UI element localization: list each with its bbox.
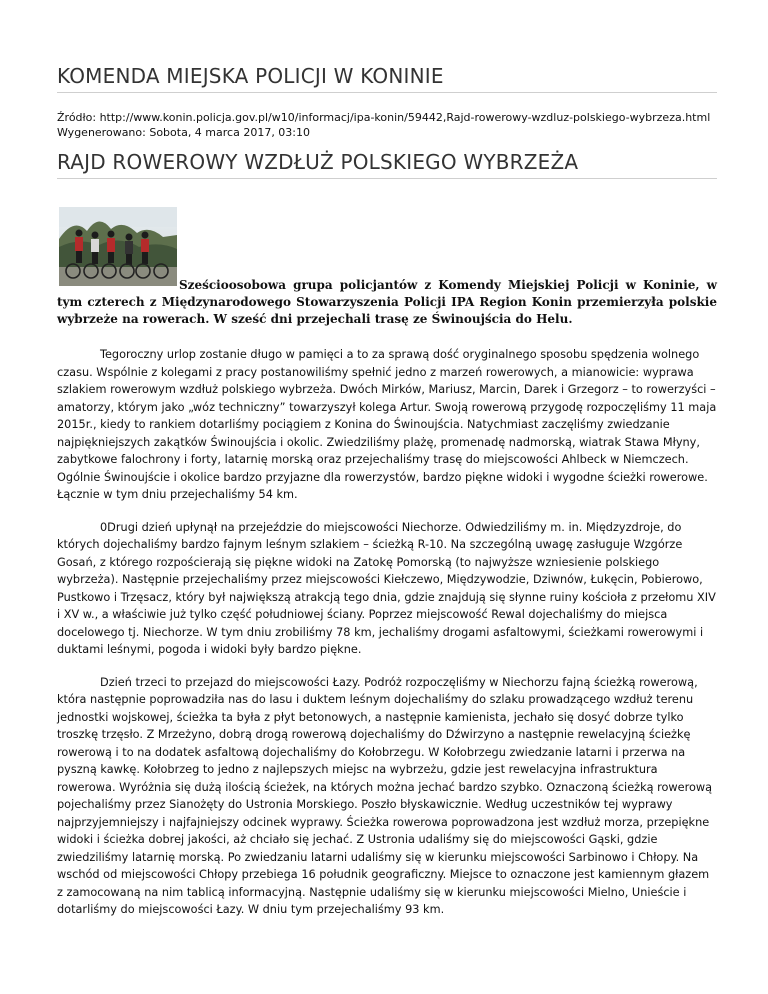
lead-text: Sześcioosobowa grupa policjantów z Komendy Miejskiej Policji w Koninie, w tym czterech z Międzynarodowego Stowarzyszenia Policji IPA Region Konin przemierzyła polskie wybrzeże na rowerach. W sześć dni przejechali trasę ze Świnoujścia do Helu.	[57, 278, 717, 326]
article-body	[57, 346, 717, 934]
paragraph: 0Drugi dzień upłynął na przejeździe do miejscowości Niechorze. Odwiedziliśmy m. in. Międzyzdroje, do których dojechaliśmy bardzo fajnym leśnym szlakiem – ścieżką R-10. Na szczególną uwagę zasługuje Wzgórze Gosań, z którego rozpościerają się piękne widoki na Zatokę Pomorską (to najwyższe wzniesienie polskiego wybrzeża). Następnie przejechaliśmy przez miejscowości Kiełczewo, Międzywodzie, Dziwnów, Łukęcin, Pobierowo, Pustkowo i Trzęsacz, który był największą atrakcją tego dnia, gdzie znajdują się słynne ruiny kościoła z przełomu XIV i XV w., a właściwie już tylko część południowej ściany. Poprzez miejscowość Rewal dojechaliśmy do miejsca docelowego tj. Niechorze. W tym dniu zrobiliśmy 78 km, jechaliśmy drogami asfaltowymi, ścieżkami rowerowymi i duktami leśnymi, pogoda i widoki były bardzo piękne.	[57, 520, 716, 656]
document-meta	[57, 111, 717, 140]
generated-line: Wygenerowano: Sobota, 4 marca 2017, 03:10	[57, 125, 311, 139]
article-title: RAJD ROWEROWY WZDŁUŻ POLSKIEGO WYBRZEŻA	[57, 150, 717, 179]
photo-cyclists-group-icon	[59, 207, 177, 286]
paragraph: Tegoroczny urlop zostanie długo w pamięci a to za sprawą dość oryginalnego sposobu spędzenia wolnego czasu. Wspólnie z kolegami z pracy postanowiliśmy spełnić jedno z marzeń rowerowych, a mianowicie: wyprawa szlakiem rowerowym wzdłuż polskiego wybrzeża. Dwóch Mirków, Mariusz, Marcin, Darek i Grzegorz – to rowerzyści – amatorzy, którym jako „wóz techniczny” towarzyszył kolega Artur. Swoją rowerową przygodę rozpoczęliśmy 11 maja 2015r., kiedy to rankiem dotarliśmy pociągiem z Konina do Świnoujścia. Natychmiast zaczęliśmy zwiedzanie najpiękniejszych zakątków Świnoujścia i okolic. Zwiedziliśmy plażę, promenadę nadmorską, wiatrak Stawa Młyny, zabytkowe falochrony i forty, latarnię morską oraz przejechaliśmy trasę do miejscowości Ahlbeck w Niemczech. Ogólnie Świnoujście i okolice bardzo przyjazne dla rowerzystów, bardzo piękne widoki i wygodne ścieżki rowerowe. Łącznie w tym dniu przejechaliśmy 54 km.	[57, 348, 717, 501]
site-title: KOMENDA MIEJSKA POLICJI W KONINIE	[57, 64, 717, 93]
article-lead	[57, 277, 717, 328]
source-line: Źródło: http://www.konin.policja.gov.pl/w10/informacj/ipa-konin/59442,Rajd-rowerowy-wzdluz-polskiego-wybrzeza.html	[57, 111, 711, 124]
article-photo	[59, 207, 177, 286]
paragraph: Dzień trzeci to przejazd do miejscowości Łazy. Podróż rozpoczęliśmy w Niechorzu fajną ścieżką rowerową, która następnie poprowadziła nas do lasu i duktem leśnym dojechaliśmy do szlaku prowadzącego wzdłuż terenu jednostki wojskowej, ścieżka ta była z płyt betonowych, a następnie kamienista, jechało się dosyć dobrze tylko troszkę trzęsło. Z Mrzeżyno, dobrą drogą rowerową dojechaliśmy do Dźwirzyno a następnie rewelacyjną ścieżkę rowerową i to na dodatek asfaltową dojechaliśmy do Kołobrzegu. W Kołobrzegu zwiedzanie latarni i przerwa na pyszną kawkę. Kołobrzeg to jedno z najlepszych miejsc na wybrzeżu, gdzie jest rewelacyjna infrastruktura rowerowa. Wyróżnia się dużą ilością ścieżek, na których można jechać bardzo szybko. Oznaczoną ścieżką rowerową pojechaliśmy przez Sianożęty do Ustronia Morskiego. Poszło błyskawicznie. Według uczestników tej wyprawy najprzyjemniejszy i najfajniejszy odcinek wyprawy. Ścieżka rowerowa poprowadzona jest wzdłuż morza, przepiękne widoki i ścieżka dobrej jakości, aż chciało się jechać. Z Ustronia udaliśmy się do miejscowości Gąski, gdzie zwiedziliśmy latarnię morską. Po zwiedzaniu latarni udaliśmy się w kierunku miejscowości Sarbinowo i Chłopy. Na wschód od miejscowości Chłopy przebiega 16 południk geograficzny. Miejsce to oznaczone jest kamiennym głazem z zamocowaną na nim tablicą informacyjną. Następnie udaliśmy się w kierunku miejscowości Mielno, Unieście i dotarliśmy do miejscowości Łazy. W dniu tym przejechaliśmy 93 km.	[57, 675, 713, 916]
